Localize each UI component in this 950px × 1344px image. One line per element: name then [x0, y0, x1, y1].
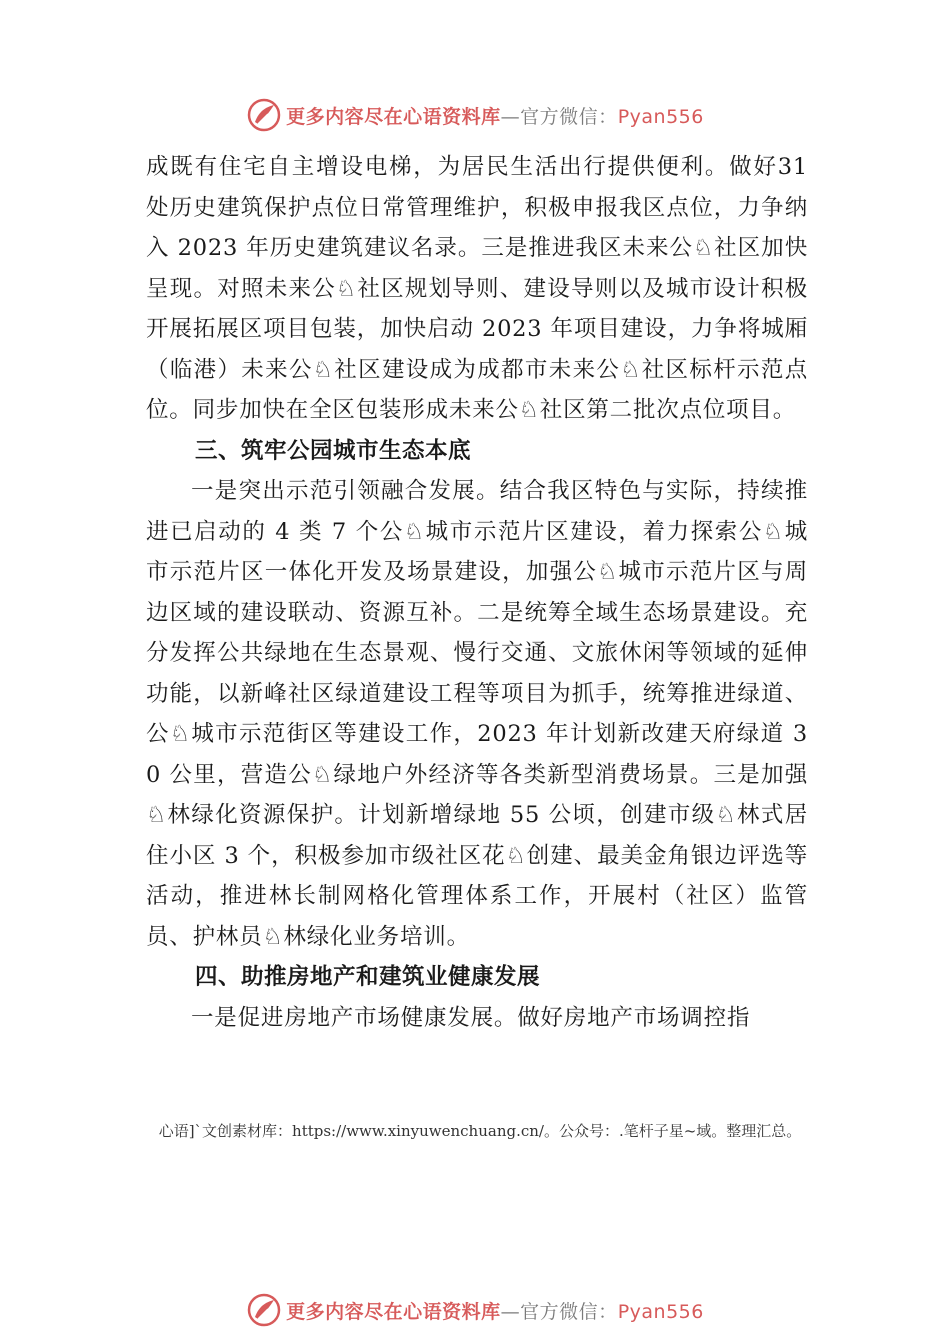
footer-banner [0, 1290, 950, 1330]
body-paragraph-3: 一是促进房地产市场健康发展。做好房地产市场调控指 [191, 1004, 751, 1031]
body-paragraph-1: 成既有住宅自主增设电梯，为居民生活出行提供便利。做好31 处历史建筑保护点位日常管理维护，积极申报我区点位，力争纳入 2023 年历史建筑建议名录。三是推进我区未来公♘社区加快呈现。对照未来公♘社区规划导则、建设导则以及城市设计积极开展拓展区项目包装，加快启动 2023 年项目建设，力争将城厢（临港）未来公♘社区建设成为成都市未来公♘社区标杆示范点位。同步加快在全区包装形成未来公♘社区第二批次点位项目。 [146, 154, 808, 423]
brand-logo-icon [246, 1292, 282, 1328]
document-body [146, 147, 808, 1038]
body-paragraph-2: 一是突出示范引领融合发展。结合我区特色与实际，持续推进已启动的 4 类 7 个公♘城市示范片区建设，着力探索公♘城市示范片区一体化开发及场景建设，加强公♘城市示范片区与周边区域的建设联动、资源互补。二是统筹全域生态场景建设。充分发挥公共绿地在生态景观、慢行交通、文旅休闲等领域的延伸功能，以新峰社区绿道建设工程等项目为抓手，统筹推进绿道、公♘城市示范街区等建设工作，2023 年计划新改建天府绿道 30 公里，营造公♘绿地户外经济等各类新型消费场景。三是加强♘林绿化资源保护。计划新增绿地 55 公顷，创建市级♘林式居住小区 3 个，积极参加市级社区花♘创建、最美金角银边评选等活动，推进林长制网格化管理体系工作，开展村（社区）监管员、护林员♘林绿化业务培训。 [146, 478, 808, 950]
banner-text: 更多内容尽在心语资料库—官方微信：Pyan556 [286, 1300, 704, 1323]
section-heading-4: 四、助推房地产和建筑业健康发展 [195, 964, 541, 990]
section-heading-3: 三、筑牢公园城市生态本底 [195, 437, 472, 464]
header-banner [0, 95, 950, 135]
banner-text: 更多内容尽在心语资料库—官方微信：Pyan556 [286, 105, 704, 128]
source-note: 心语]`文创素材库：https://www.xinyuwenchuang.cn/。公众号：.笔杆子星~域。整理汇总。 [158, 1122, 802, 1140]
brand-logo-icon [246, 97, 282, 133]
